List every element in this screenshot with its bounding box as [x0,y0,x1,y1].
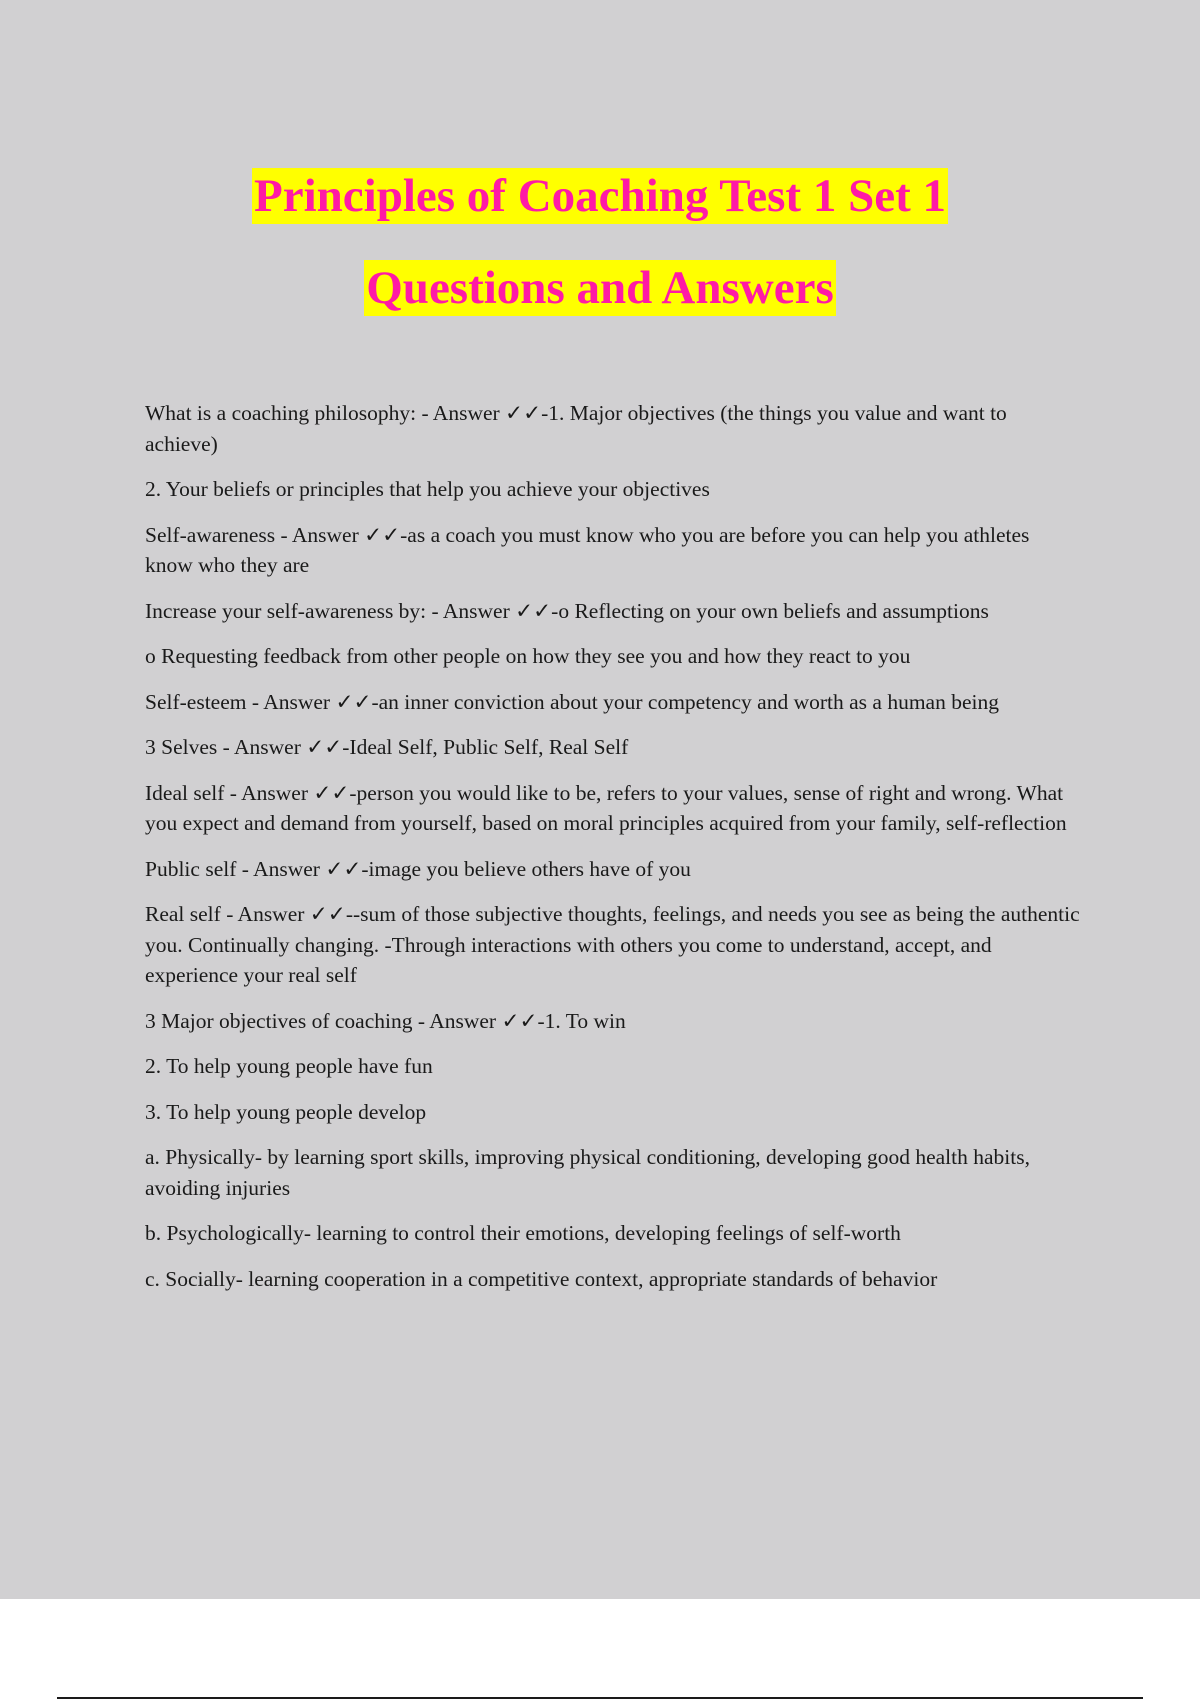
title-line-2: Questions and Answers [366,262,834,314]
paragraph: Ideal self - Answer ✓✓-person you would like to be, refers to your values, sense of right and wrong. What you expect and demand from yourself, based on moral principles acquired from your family, self-reflection [145,780,1067,835]
paragraph: Increase your self-awareness by: - Answer ✓✓-o Reflecting on your own beliefs and assumptions [145,598,989,623]
footer-divider [57,1697,1143,1699]
title-line-1: Principles of Coaching Test 1 Set 1 [254,170,946,222]
paragraph: What is a coaching philosophy: - Answer ✓✓-1. Major objectives (the things you value and want to achieve) [145,401,1007,456]
paragraph: Public self - Answer ✓✓-image you believe others have of you [145,856,691,881]
qa-content [145,398,1080,1309]
paragraph: 3. To help young people develop [145,1099,427,1124]
paragraph: 3 Selves - Answer ✓✓-Ideal Self, Public Self, Real Self [145,735,629,759]
paragraph: Self-esteem - Answer ✓✓-an inner conviction about your competency and worth as a human being [145,689,999,714]
page-title [0,166,1200,350]
paragraph: b. Psychologically- learning to control their emotions, developing feelings of self-worth [145,1221,901,1245]
paragraph: 2. To help young people have fun [145,1054,433,1078]
paragraph: Real self - Answer ✓✓--sum of those subjective thoughts, feelings, and needs you see as being the authentic you. Continually changing. -Through interactions with others you come to understand, accept, and experience your real self [145,902,1080,987]
paragraph: Self-awareness - Answer ✓✓-as a coach you must know who you are before you can help you athletes know who they are [145,522,1030,577]
paragraph: o Requesting feedback from other people on how they see you and how they react to you [145,644,911,668]
paragraph: a. Physically- by learning sport skills, improving physical conditioning, developing good health habits, avoiding injuries [145,1145,1030,1200]
paragraph: c. Socially- learning cooperation in a competitive context, appropriate standards of behavior [145,1266,938,1291]
paragraph: 3 Major objectives of coaching - Answer ✓✓-1. To win [145,1008,626,1033]
paragraph: 2. Your beliefs or principles that help you achieve your objectives [145,477,710,501]
